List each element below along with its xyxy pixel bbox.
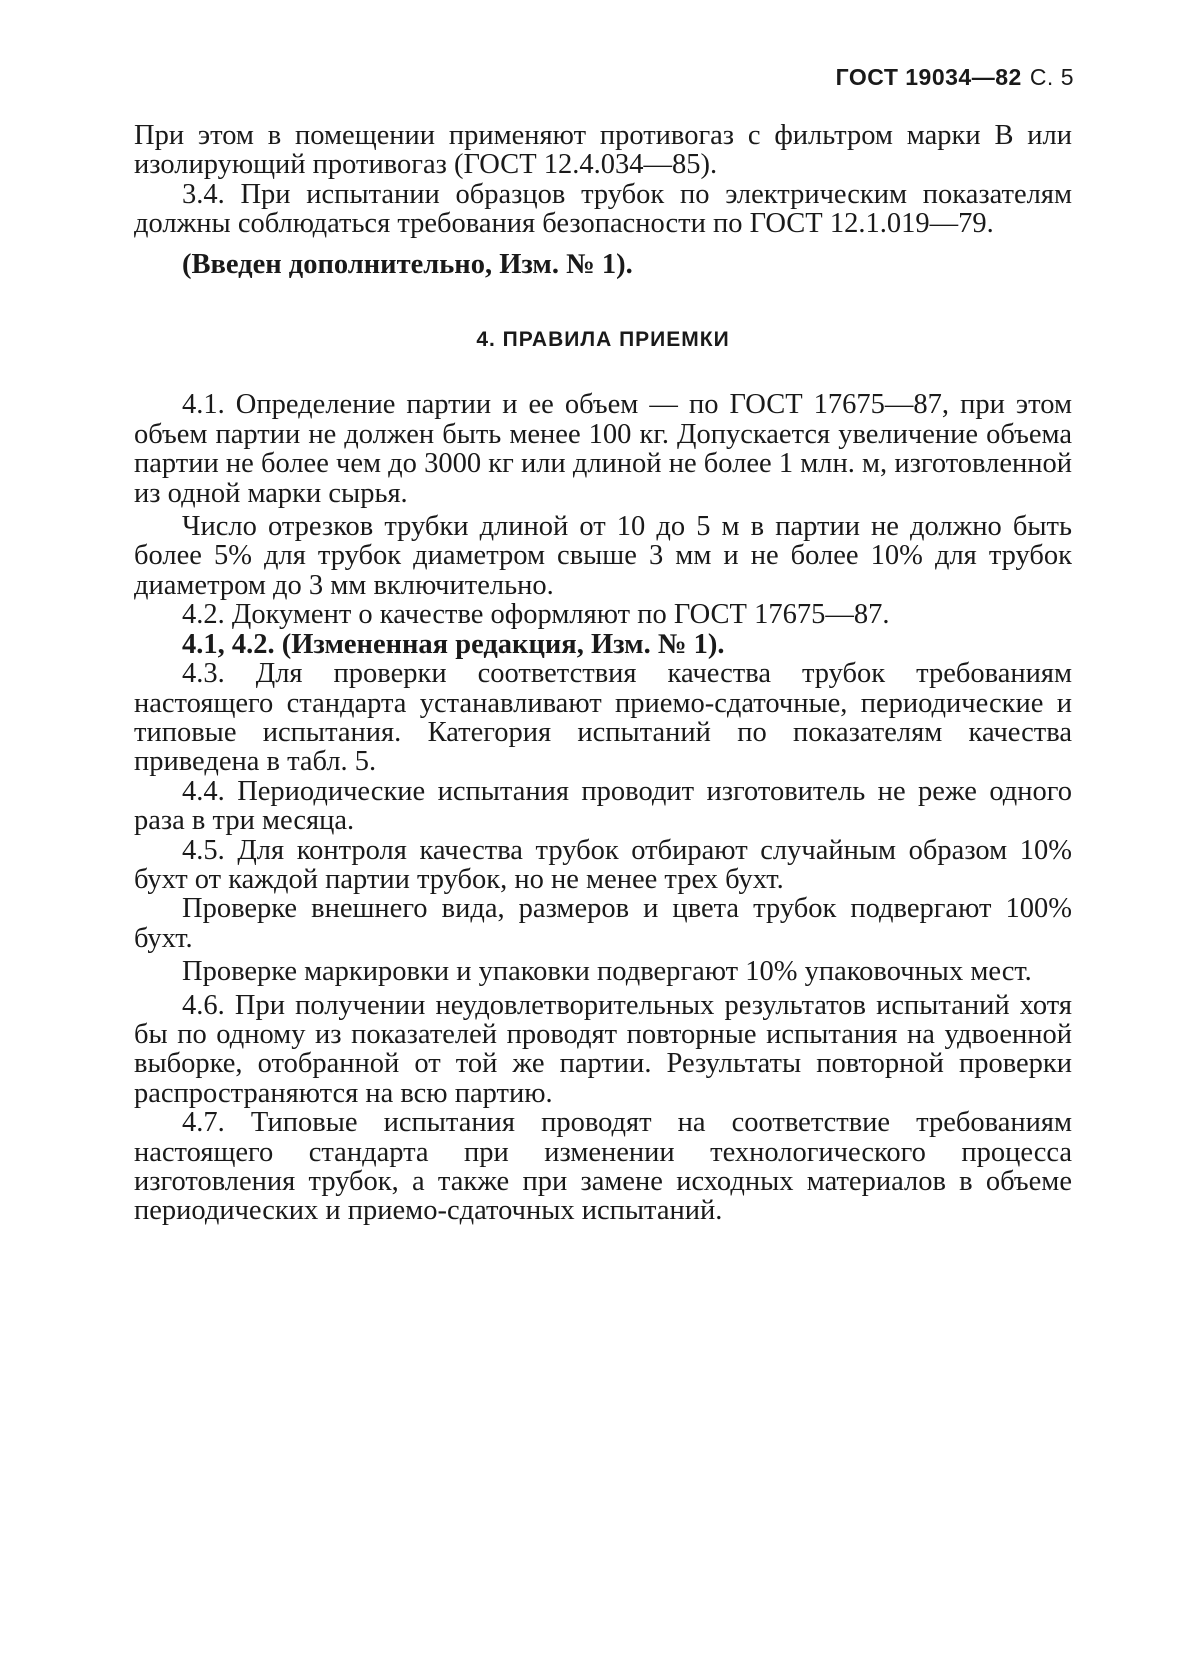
- standard-number: ГОСТ 19034—82: [835, 64, 1022, 90]
- amendment-note-1: (Введен дополнительно, Изм. № 1).: [182, 248, 633, 280]
- paragraph-4-6: 4.6. При получении неудовлетворительных результатов испытаний хотя бы по одному из показателей проводят повторные испытания на удвоенной выборке, отобранной от той же партии. Результаты повторной проверки распространяются на всю партию.: [134, 989, 1072, 1109]
- paragraph-marking-check: Проверке маркировки и упаковки подвергают 10% упаковочных мест.: [182, 956, 1032, 988]
- paragraph-visual-check: Проверке внешнего вида, размеров и цвета трубок подвергают 100% бухт.: [134, 893, 1072, 954]
- running-header: [836, 64, 1074, 91]
- paragraph-3-4: 3.4. При испытании образцов трубок по электрическим показателям должны соблюдаться требования безопасности по ГОСТ 12.1.019—79.: [134, 178, 1072, 240]
- page-number: С. 5: [1029, 64, 1074, 90]
- paragraph-4-5: 4.5. Для контроля качества трубок отбирают случайным образом 10% бухт от каждой партии трубок, но не менее трех бухт.: [134, 834, 1072, 895]
- paragraph-4-1: 4.1. Определение партии и ее объем — по ГОСТ 17675—87, при этом объем партии не должен быть менее 100 кг. Допускается увеличение объема партии не более чем до 3000 кг или длиной не более 1 млн. м, изготовленной из одной марки сырья.: [134, 389, 1072, 509]
- paragraph-4-7: 4.7. Типовые испытания проводят на соответствие требованиям настоящего стандарта при изменении технологического процесса изготовления трубок, а также при замене исходных материалов в объеме периодических и приемо-сдаточных испытаний.: [134, 1107, 1072, 1227]
- paragraph-4-2: 4.2. Документ о качестве оформляют по ГОСТ 17675—87.: [182, 599, 890, 631]
- amendment-note-2: [134, 630, 1072, 659]
- section-heading: 4. ПРАВИЛА ПРИЕМКИ: [476, 328, 730, 352]
- amendment-note-2-text: 4.1, 4.2. (Измененная редакция, Изм. № 1).: [182, 628, 725, 660]
- document-body: [134, 121, 1072, 1226]
- paragraph-gas-mask: При этом в помещении применяют противогаз с фильтром марки В или изолирующий противогаз (ГОСТ 12.4.034—85).: [134, 120, 1072, 181]
- paragraph-4-4: 4.4. Периодические испытания проводит изготовитель не реже одного раза в три месяца.: [134, 775, 1072, 837]
- paragraph-4-3: 4.3. Для проверки соответствия качества трубок требованиям настоящего стандарта устанавливают приемо-сдаточные, периодические и типовые испытания. Категория испытаний по показателям качества приведена в табл. 5.: [134, 658, 1072, 778]
- paragraph-segments: Число отрезков трубки длиной от 10 до 5 м в партии не должно быть более 5% для трубок диаметром свыше 3 мм и не более 10% для трубок диаметром до 3 мм включительно.: [134, 511, 1072, 601]
